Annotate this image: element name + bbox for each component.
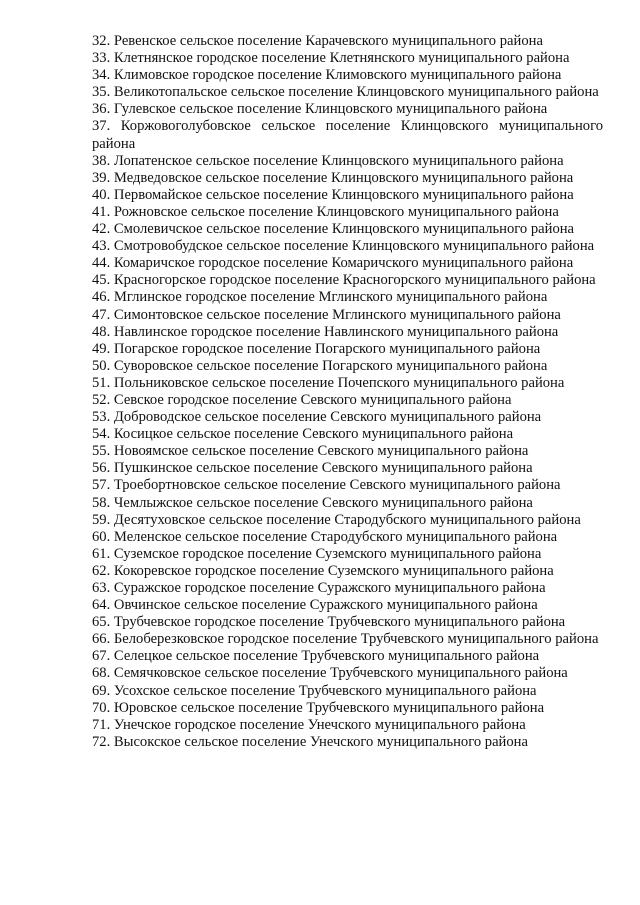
item-text: Суражское городское поселение Суражского муниципального района <box>113 580 546 596</box>
item-text: Чемлыжское сельское поселение Севского муниципального района <box>113 494 533 511</box>
item-text: Юровское сельское поселение Трубчевского муниципального района <box>113 699 545 716</box>
item-text: Гулевское сельское поселение Клинцовского муниципального района <box>113 101 548 118</box>
list-item <box>92 443 603 460</box>
item-number: 61. <box>92 545 111 562</box>
list-item <box>92 341 603 358</box>
item-text: Овчинское сельское поселение Суражского муниципального района <box>113 597 538 614</box>
list-item <box>92 118 603 152</box>
item-number: 70. <box>92 699 111 716</box>
list-item <box>92 272 603 289</box>
list-item <box>92 460 603 477</box>
list-item <box>92 187 603 204</box>
item-number: 71. <box>92 716 111 733</box>
item-number: 39. <box>92 169 111 186</box>
item-number: 72. <box>92 733 111 750</box>
item-number: 38. <box>92 152 111 169</box>
item-text: Унечское городское поселение Унечского муниципального района <box>113 716 526 733</box>
item-number: 45. <box>92 272 111 289</box>
list-item <box>92 665 603 682</box>
item-text: Коржовоголубовское сельское поселение Клинцовского муниципального района <box>92 118 603 152</box>
item-number: 32. <box>92 33 111 49</box>
list-item <box>92 597 603 614</box>
item-text: Симонтовское сельское поселение Мглинского муниципального района <box>113 306 561 323</box>
item-number: 35. <box>92 84 111 101</box>
item-text: Кокоревское городское поселение Суземского муниципального района <box>113 562 554 579</box>
item-text: Рожновское сельское поселение Клинцовского муниципального района <box>113 203 559 220</box>
item-number: 63. <box>92 580 111 596</box>
item-text: Красногорское городское поселение Красногорского муниципального района <box>113 272 596 289</box>
item-number: 34. <box>92 67 111 84</box>
item-number: 52. <box>92 391 111 408</box>
item-text: Великотопальское сельское поселение Клинцовского муниципального района <box>113 84 599 101</box>
list-item <box>92 563 603 580</box>
item-text: Суворовское сельское поселение Погарского муниципального района <box>113 357 548 374</box>
item-text: Меленское сельское поселение Стародубского муниципального района <box>113 528 558 545</box>
item-number: 53. <box>92 409 111 426</box>
list-item <box>92 358 603 375</box>
list-item <box>92 101 603 118</box>
list-item <box>92 631 603 648</box>
item-number: 48. <box>92 323 111 340</box>
item-text: Пушкинское сельское поселение Севского муниципального района <box>113 460 533 477</box>
item-text: Троебортновское сельское поселение Севского муниципального района <box>113 477 561 494</box>
item-text: Новоямское сельское поселение Севского муниципального района <box>113 443 529 460</box>
list-item <box>92 717 603 734</box>
item-number: 56. <box>92 460 111 477</box>
list-item <box>92 580 603 597</box>
item-text: Семячковское сельское поселение Трубчевского муниципального района <box>113 665 568 682</box>
item-number: 33. <box>92 50 111 67</box>
item-text: Суземское городское поселение Суземского муниципального района <box>113 545 542 562</box>
item-number: 40. <box>92 186 111 203</box>
list-item <box>92 238 603 255</box>
item-number: 62. <box>92 562 111 579</box>
item-text: Смолевичское сельское поселение Клинцовского муниципального района <box>113 221 575 238</box>
item-number: 36. <box>92 101 111 118</box>
list-item <box>92 512 603 529</box>
item-number: 65. <box>92 614 111 631</box>
item-text: Климовское городское поселение Климовского муниципального района <box>113 67 562 84</box>
item-number: 60. <box>92 528 111 545</box>
list-item <box>92 67 603 84</box>
list-item <box>92 683 603 700</box>
list-item <box>92 529 603 546</box>
list-item <box>92 221 603 238</box>
list-item <box>92 289 603 306</box>
item-number: 51. <box>92 374 111 391</box>
item-number: 59. <box>92 511 111 528</box>
list-item <box>92 648 603 665</box>
item-text: Белоберезковское городское поселение Трубчевского муниципального района <box>113 631 599 648</box>
list-item <box>92 409 603 426</box>
settlement-list <box>92 33 603 751</box>
item-number: 43. <box>92 238 111 255</box>
item-number: 37. <box>92 118 111 135</box>
item-text: Смотровобудское сельское поселение Клинцовского муниципального района <box>113 238 595 255</box>
list-item <box>92 700 603 717</box>
item-number: 54. <box>92 426 111 443</box>
item-number: 66. <box>92 631 111 648</box>
list-item <box>92 375 603 392</box>
item-text: Ревенское сельское поселение Карачевского муниципального района <box>113 33 543 49</box>
list-item <box>92 392 603 409</box>
item-number: 41. <box>92 203 111 220</box>
item-number: 67. <box>92 648 111 665</box>
item-text: Лопатенское сельское поселение Клинцовского муниципального района <box>113 152 564 169</box>
item-number: 46. <box>92 289 111 306</box>
item-number: 68. <box>92 665 111 682</box>
item-text: Севское городское поселение Севского муниципального района <box>113 391 512 408</box>
list-item <box>92 153 603 170</box>
item-number: 64. <box>92 597 111 614</box>
list-item <box>92 50 603 67</box>
item-number: 55. <box>92 443 111 460</box>
item-text: Клетнянское городское поселение Клетнянского муниципального района <box>113 50 570 67</box>
list-item <box>92 324 603 341</box>
item-text: Десятуховское сельское поселение Стародубского муниципального района <box>113 511 581 528</box>
item-text: Комаричское городское поселение Комаричского муниципального района <box>113 255 574 272</box>
list-item <box>92 33 603 50</box>
item-text: Первомайское сельское поселение Клинцовского муниципального района <box>113 186 574 203</box>
list-item <box>92 734 603 751</box>
list-item <box>92 255 603 272</box>
list-item <box>92 204 603 221</box>
item-text: Селецкое сельское поселение Трубчевского муниципального района <box>113 648 540 665</box>
item-text: Навлинское городское поселение Навлинского муниципального района <box>113 323 559 340</box>
item-number: 57. <box>92 477 111 494</box>
list-item <box>92 307 603 324</box>
item-text: Усохское сельское поселение Трубчевского муниципального района <box>113 682 537 699</box>
item-text: Медведовское сельское поселение Клинцовского муниципального района <box>113 169 574 186</box>
item-text: Польниковское сельское поселение Почепского муниципального района <box>113 374 565 391</box>
item-text: Доброводское сельское поселение Севского муниципального района <box>113 409 542 426</box>
list-item <box>92 84 603 101</box>
item-number: 50. <box>92 357 111 374</box>
item-number: 44. <box>92 255 111 272</box>
item-number: 49. <box>92 340 111 357</box>
item-text: Погарское городское поселение Погарского муниципального района <box>113 340 541 357</box>
item-text: Мглинское городское поселение Мглинского муниципального района <box>113 289 548 306</box>
list-item <box>92 495 603 512</box>
item-number: 47. <box>92 306 111 323</box>
item-number: 58. <box>92 494 111 511</box>
item-text: Косицкое сельское поселение Севского муниципального района <box>113 426 514 443</box>
list-item <box>92 477 603 494</box>
list-item <box>92 614 603 631</box>
item-text: Высокское сельское поселение Унечского муниципального района <box>113 733 528 750</box>
item-number: 42. <box>92 221 111 238</box>
item-text: Трубчевское городское поселение Трубчевского муниципального района <box>113 614 566 631</box>
list-item <box>92 546 603 563</box>
item-number: 69. <box>92 682 111 699</box>
list-item <box>92 170 603 187</box>
list-item <box>92 426 603 443</box>
